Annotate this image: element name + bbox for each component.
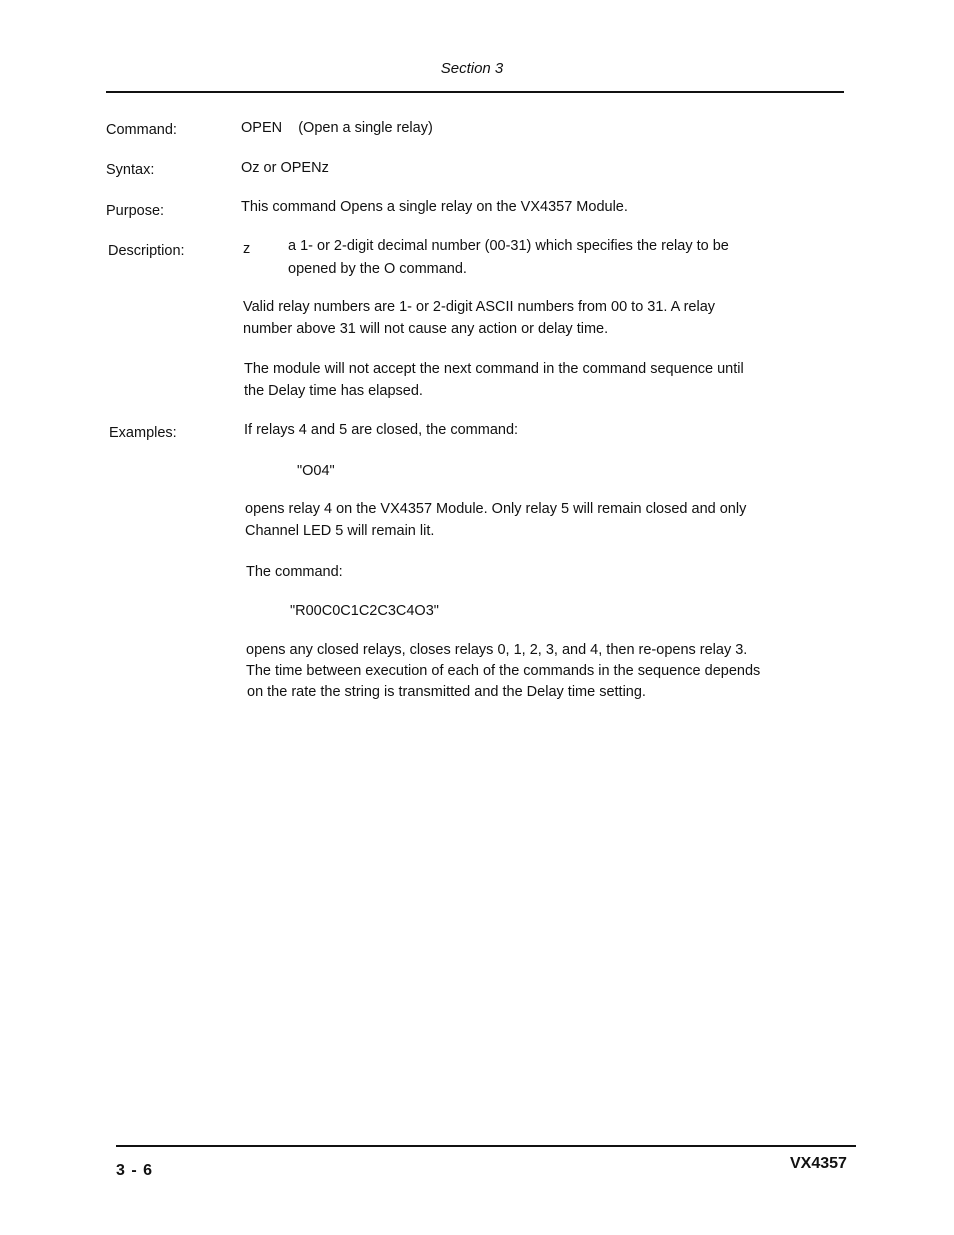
examples-after1-line2: Channel LED 5 will remain lit. bbox=[245, 523, 435, 539]
examples-after2-line1: opens any closed relays, closes relays 0, 1, 2, 3, and 4, then re-opens relay 3. bbox=[246, 642, 748, 658]
description-label: Description: bbox=[108, 243, 185, 259]
description-para2-line1: The module will not accept the next command in the command sequence until bbox=[244, 361, 744, 377]
syntax-value: Oz or OPENz bbox=[241, 160, 329, 176]
description-param-line2: opened by the O command. bbox=[288, 261, 467, 277]
examples-code2: "R00C0C1C2C3C4O3" bbox=[290, 603, 439, 619]
model-name: VX4357 bbox=[790, 1155, 847, 1172]
examples-intro: If relays 4 and 5 are closed, the command: bbox=[244, 422, 519, 438]
header-rule bbox=[106, 91, 844, 93]
examples-after2-line3: on the rate the string is transmitted and the Delay time setting. bbox=[247, 684, 646, 700]
examples-code1: "O04" bbox=[297, 463, 335, 479]
examples-intro2: The command: bbox=[246, 564, 343, 580]
examples-after2-line2: The time between execution of each of the commands in the sequence depends bbox=[246, 663, 761, 679]
description-para1-line2: number above 31 will not cause any action or delay time. bbox=[243, 321, 609, 337]
footer-rule bbox=[116, 1145, 856, 1147]
description-para1-line1: Valid relay numbers are 1- or 2-digit ASCII numbers from 00 to 31. A relay bbox=[243, 299, 716, 315]
description-param-name: z bbox=[243, 241, 251, 257]
command-value: OPEN (Open a single relay) bbox=[241, 120, 433, 136]
examples-after1-line1: opens relay 4 on the VX4357 Module. Only relay 5 will remain closed and only bbox=[245, 501, 747, 517]
section-title: Section 3 bbox=[440, 60, 504, 77]
purpose-label: Purpose: bbox=[106, 203, 165, 219]
syntax-label: Syntax: bbox=[106, 162, 155, 178]
description-para2-line2: the Delay time has elapsed. bbox=[244, 383, 423, 399]
page-number: 3 - 6 bbox=[116, 1162, 154, 1179]
description-param-line1: a 1- or 2-digit decimal number (00-31) which specifies the relay to be bbox=[288, 238, 729, 254]
examples-label: Examples: bbox=[109, 425, 177, 441]
command-label: Command: bbox=[106, 122, 177, 138]
purpose-value: This command Opens a single relay on the VX4357 Module. bbox=[241, 199, 628, 215]
